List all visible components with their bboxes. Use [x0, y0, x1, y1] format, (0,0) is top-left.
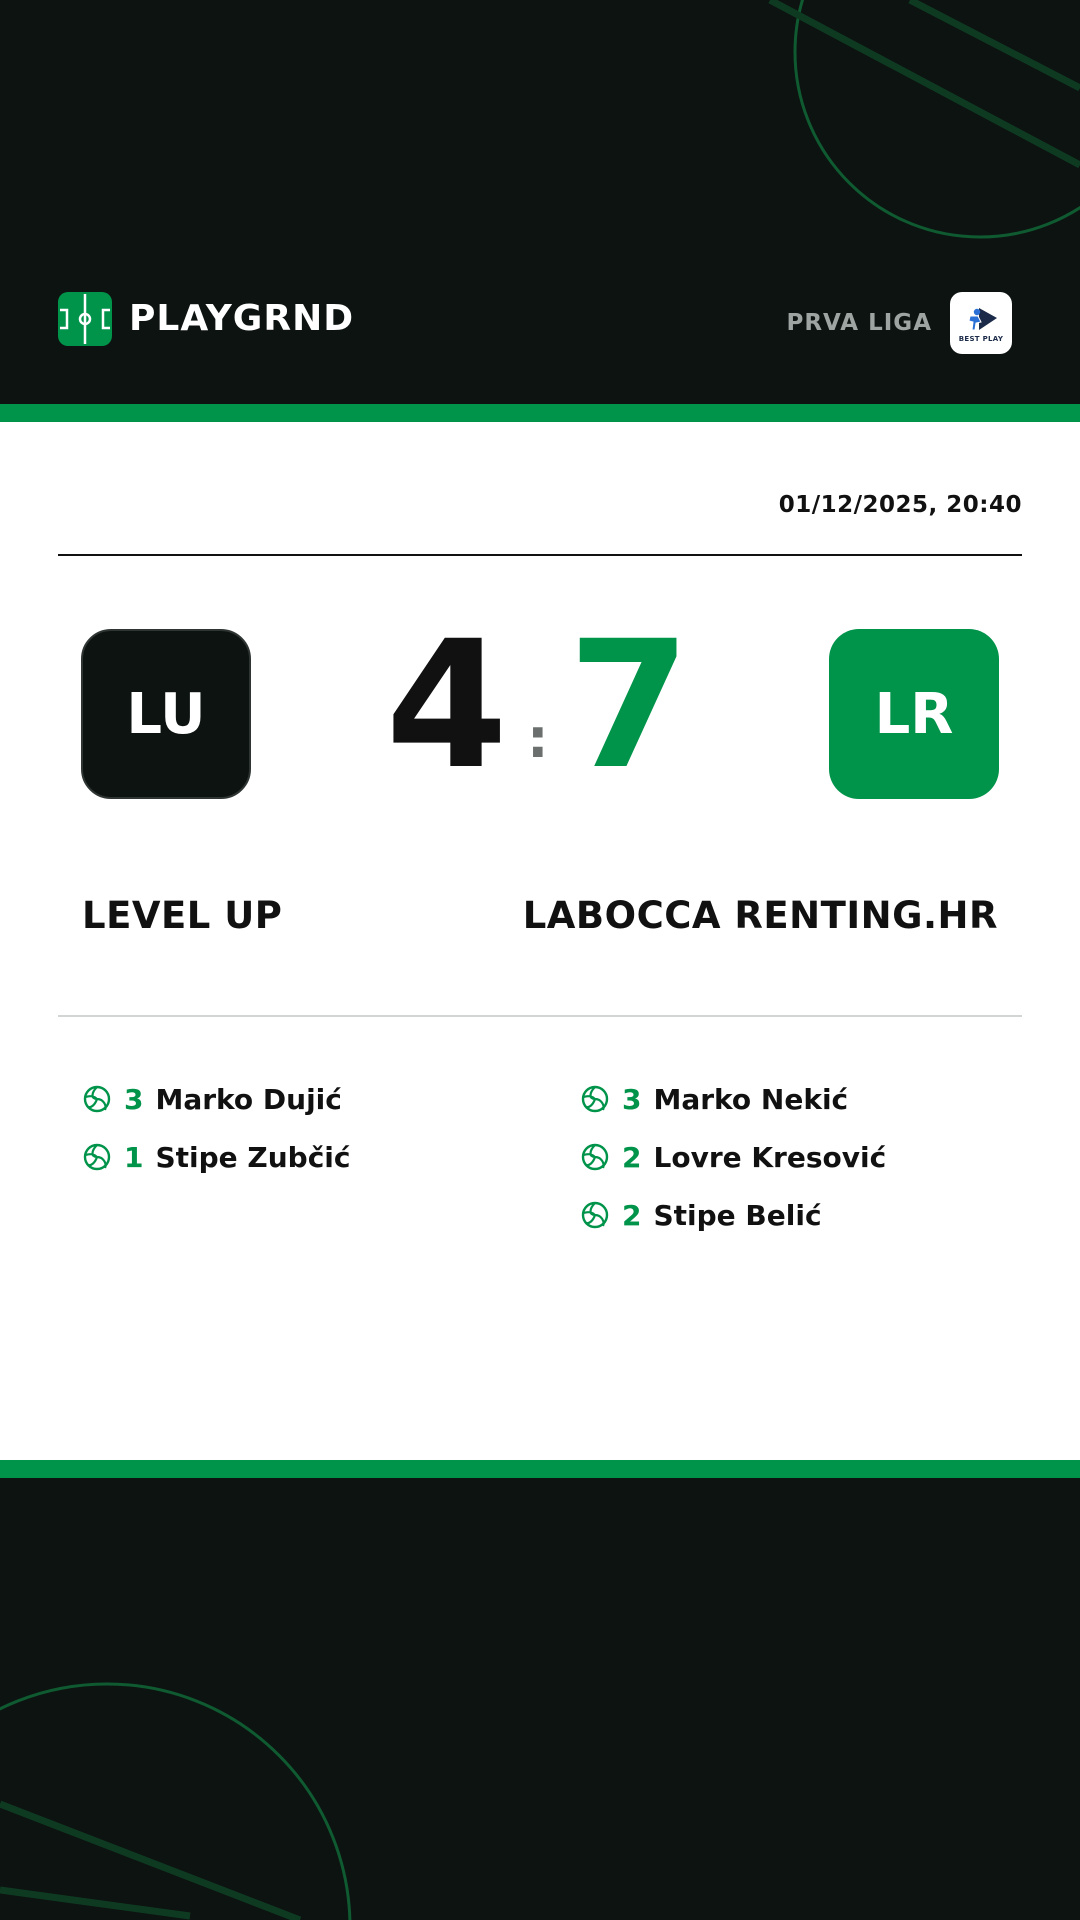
scorer-row	[580, 1128, 1020, 1186]
away-scorers	[580, 1070, 1020, 1244]
ball-icon	[82, 1084, 112, 1114]
home-score: 4	[385, 603, 508, 808]
away-team-badge: LR	[829, 629, 999, 799]
league-name: PRVA LIGA	[786, 310, 932, 336]
league	[786, 292, 1012, 354]
goal-count: 2	[622, 1140, 642, 1174]
scorer-row	[580, 1070, 1020, 1128]
ball-icon	[82, 1142, 112, 1172]
brand	[58, 292, 354, 346]
brand-name: PLAYGRND	[129, 298, 355, 339]
accent-stripe-bottom	[0, 1460, 1080, 1478]
ball-icon	[580, 1084, 610, 1114]
match-datetime: 01/12/2025, 20:40	[778, 492, 1022, 518]
divider	[58, 554, 1022, 556]
player-name: Marko Dujić	[155, 1082, 342, 1116]
match-card	[0, 422, 1080, 1460]
goal-count: 3	[622, 1082, 642, 1116]
accent-stripe-top	[0, 404, 1080, 422]
footer	[0, 1478, 1080, 1920]
goal-count: 2	[622, 1198, 642, 1232]
ball-icon	[580, 1200, 610, 1230]
score-separator: :	[527, 707, 549, 770]
player-name: Stipe Belić	[653, 1198, 822, 1232]
ball-icon	[580, 1142, 610, 1172]
home-team-badge: LU	[81, 629, 251, 799]
pitch-icon	[58, 292, 112, 346]
player-name: Stipe Zubčić	[155, 1140, 351, 1174]
away-score: 7	[568, 603, 691, 808]
home-team-name: LEVEL UP	[82, 894, 283, 937]
league-logo	[950, 292, 1012, 354]
scorer-row	[82, 1070, 522, 1128]
player-name: Lovre Kresović	[653, 1140, 887, 1174]
pitch-decoration	[0, 1478, 1080, 1920]
goal-count: 3	[124, 1082, 144, 1116]
scorer-row	[580, 1186, 1020, 1244]
home-scorers	[82, 1070, 522, 1186]
player-icon	[963, 304, 999, 334]
league-logo-text: BEST PLAY	[958, 334, 1004, 343]
header	[0, 0, 1080, 404]
scorer-row	[82, 1128, 522, 1186]
away-team-name: LABOCCA RENTING.HR	[522, 894, 998, 937]
divider	[58, 1015, 1022, 1017]
goal-count: 1	[124, 1140, 144, 1174]
player-name: Marko Nekić	[653, 1082, 849, 1116]
